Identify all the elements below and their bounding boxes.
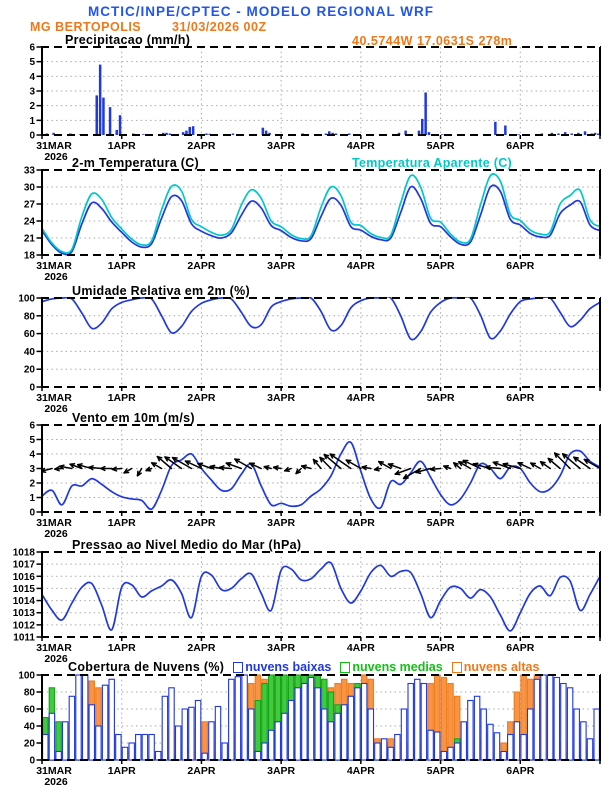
svg-text:2APR: 2APR — [187, 140, 216, 152]
svg-text:1APR: 1APR — [107, 517, 136, 529]
svg-text:80: 80 — [23, 687, 35, 699]
svg-text:33: 33 — [23, 165, 35, 177]
svg-text:31MAR: 31MAR — [36, 765, 72, 777]
location-coordinates-label: 40.5744W 17.0631S 278m — [352, 34, 513, 48]
svg-text:2APR: 2APR — [187, 765, 216, 777]
svg-text:60: 60 — [23, 704, 35, 716]
svg-text:4: 4 — [29, 449, 35, 461]
legend-label: nuvens altas — [463, 660, 540, 674]
svg-text:1: 1 — [29, 115, 35, 127]
high-clouds-legend-swatch-icon — [452, 662, 462, 673]
svg-text:6APR: 6APR — [506, 140, 535, 152]
svg-text:2: 2 — [29, 478, 35, 490]
svg-text:4APR: 4APR — [346, 765, 375, 777]
svg-text:4: 4 — [29, 71, 35, 83]
svg-text:6APR: 6APR — [506, 392, 535, 404]
station-label: MG BERTOPOLIS — [30, 20, 142, 34]
svg-text:6: 6 — [29, 42, 35, 54]
svg-text:1018: 1018 — [12, 547, 35, 559]
svg-text:2APR: 2APR — [187, 642, 216, 654]
svg-text:6APR: 6APR — [506, 642, 535, 654]
svg-text:31MAR: 31MAR — [36, 642, 72, 654]
svg-text:27: 27 — [23, 199, 35, 211]
run-datetime-label: 31/03/2026 00Z — [172, 20, 267, 34]
svg-text:21: 21 — [23, 233, 35, 245]
svg-text:1: 1 — [29, 493, 35, 504]
svg-text:1016: 1016 — [12, 571, 35, 583]
svg-text:1APR: 1APR — [107, 392, 136, 404]
svg-text:100: 100 — [18, 670, 35, 682]
svg-text:31MAR: 31MAR — [36, 140, 72, 152]
svg-text:1017: 1017 — [12, 559, 35, 571]
svg-text:0: 0 — [29, 130, 35, 142]
legend-label: nuvens baixas — [245, 660, 332, 674]
svg-text:1014: 1014 — [12, 596, 35, 608]
svg-text:3APR: 3APR — [267, 392, 296, 404]
svg-text:0: 0 — [29, 755, 35, 767]
svg-text:80: 80 — [23, 311, 35, 323]
svg-text:3APR: 3APR — [267, 260, 296, 272]
svg-text:3: 3 — [29, 464, 35, 475]
legend-label: nuvens medias — [352, 660, 443, 674]
svg-text:5: 5 — [29, 57, 35, 69]
svg-text:5APR: 5APR — [426, 392, 455, 404]
svg-text:2APR: 2APR — [187, 260, 216, 272]
svg-text:4APR: 4APR — [346, 642, 375, 654]
svg-text:0: 0 — [29, 507, 35, 519]
svg-text:6: 6 — [29, 420, 35, 432]
svg-text:30: 30 — [23, 182, 35, 194]
svg-text:31MAR: 31MAR — [36, 260, 72, 272]
temperature-chart-title: 2-m Temperatura (C) — [72, 156, 200, 170]
svg-text:1011: 1011 — [13, 632, 35, 644]
mid-clouds-legend-swatch-icon — [340, 662, 350, 673]
svg-text:3APR: 3APR — [267, 642, 296, 654]
svg-text:2026: 2026 — [44, 271, 68, 283]
svg-text:4APR: 4APR — [346, 140, 375, 152]
svg-text:40: 40 — [23, 721, 35, 733]
precip-chart-title: Precipitacao (mm/h) — [65, 33, 191, 47]
svg-text:2026: 2026 — [44, 653, 68, 665]
svg-text:60: 60 — [23, 329, 35, 341]
svg-text:2: 2 — [29, 101, 35, 113]
cloud-chart-header — [68, 660, 539, 674]
svg-text:31MAR: 31MAR — [36, 392, 72, 404]
svg-text:1015: 1015 — [12, 583, 35, 595]
svg-text:2APR: 2APR — [187, 517, 216, 529]
svg-text:2026: 2026 — [44, 776, 68, 788]
svg-text:2026: 2026 — [44, 151, 68, 163]
pressure-chart-title: Pressao ao Nivel Medio do Mar (hPa) — [72, 538, 302, 552]
legend-nuvens-medias — [340, 660, 442, 674]
svg-text:20: 20 — [23, 364, 35, 376]
svg-text:5APR: 5APR — [426, 642, 455, 654]
svg-text:5APR: 5APR — [426, 765, 455, 777]
svg-text:18: 18 — [23, 250, 35, 262]
svg-text:6APR: 6APR — [506, 260, 535, 272]
humidity-chart-title: Umidade Relativa em 2m (%) — [72, 284, 250, 298]
svg-text:1APR: 1APR — [107, 642, 136, 654]
svg-text:4APR: 4APR — [346, 392, 375, 404]
svg-text:24: 24 — [23, 216, 35, 228]
svg-text:6APR: 6APR — [506, 517, 535, 529]
wind-chart-title: Vento em 10m (m/s) — [72, 411, 195, 425]
svg-text:1013: 1013 — [12, 608, 35, 620]
svg-text:4APR: 4APR — [346, 260, 375, 272]
svg-text:0: 0 — [29, 382, 35, 394]
svg-text:6APR: 6APR — [506, 765, 535, 777]
apparent-temperature-title: Temperatura Aparente (C) — [352, 156, 513, 170]
svg-text:1APR: 1APR — [107, 140, 136, 152]
svg-text:40: 40 — [23, 346, 35, 358]
low-clouds-legend-swatch-icon — [233, 662, 243, 673]
svg-text:20: 20 — [23, 738, 35, 750]
svg-text:1012: 1012 — [12, 620, 35, 632]
svg-text:1APR: 1APR — [107, 260, 136, 272]
svg-text:2026: 2026 — [44, 403, 68, 415]
svg-text:3APR: 3APR — [267, 140, 296, 152]
svg-text:5APR: 5APR — [426, 517, 455, 529]
svg-text:4APR: 4APR — [346, 517, 375, 529]
cloud-chart-title: Cobertura de Nuvens (%) — [68, 660, 225, 674]
svg-text:31MAR: 31MAR — [36, 517, 72, 529]
svg-text:5: 5 — [29, 435, 35, 446]
svg-text:3APR: 3APR — [267, 517, 296, 529]
svg-text:1APR: 1APR — [107, 765, 136, 777]
page-title: MCTIC/INPE/CPTEC - MODELO REGIONAL WRF — [88, 4, 434, 19]
svg-text:3APR: 3APR — [267, 765, 296, 777]
svg-text:2APR: 2APR — [187, 392, 216, 404]
svg-text:5APR: 5APR — [426, 140, 455, 152]
svg-text:100: 100 — [18, 293, 35, 305]
svg-text:2026: 2026 — [44, 528, 68, 540]
legend-nuvens-altas — [452, 660, 540, 674]
svg-text:5APR: 5APR — [426, 260, 455, 272]
svg-text:3: 3 — [29, 86, 35, 98]
legend-nuvens-baixas — [233, 660, 331, 674]
